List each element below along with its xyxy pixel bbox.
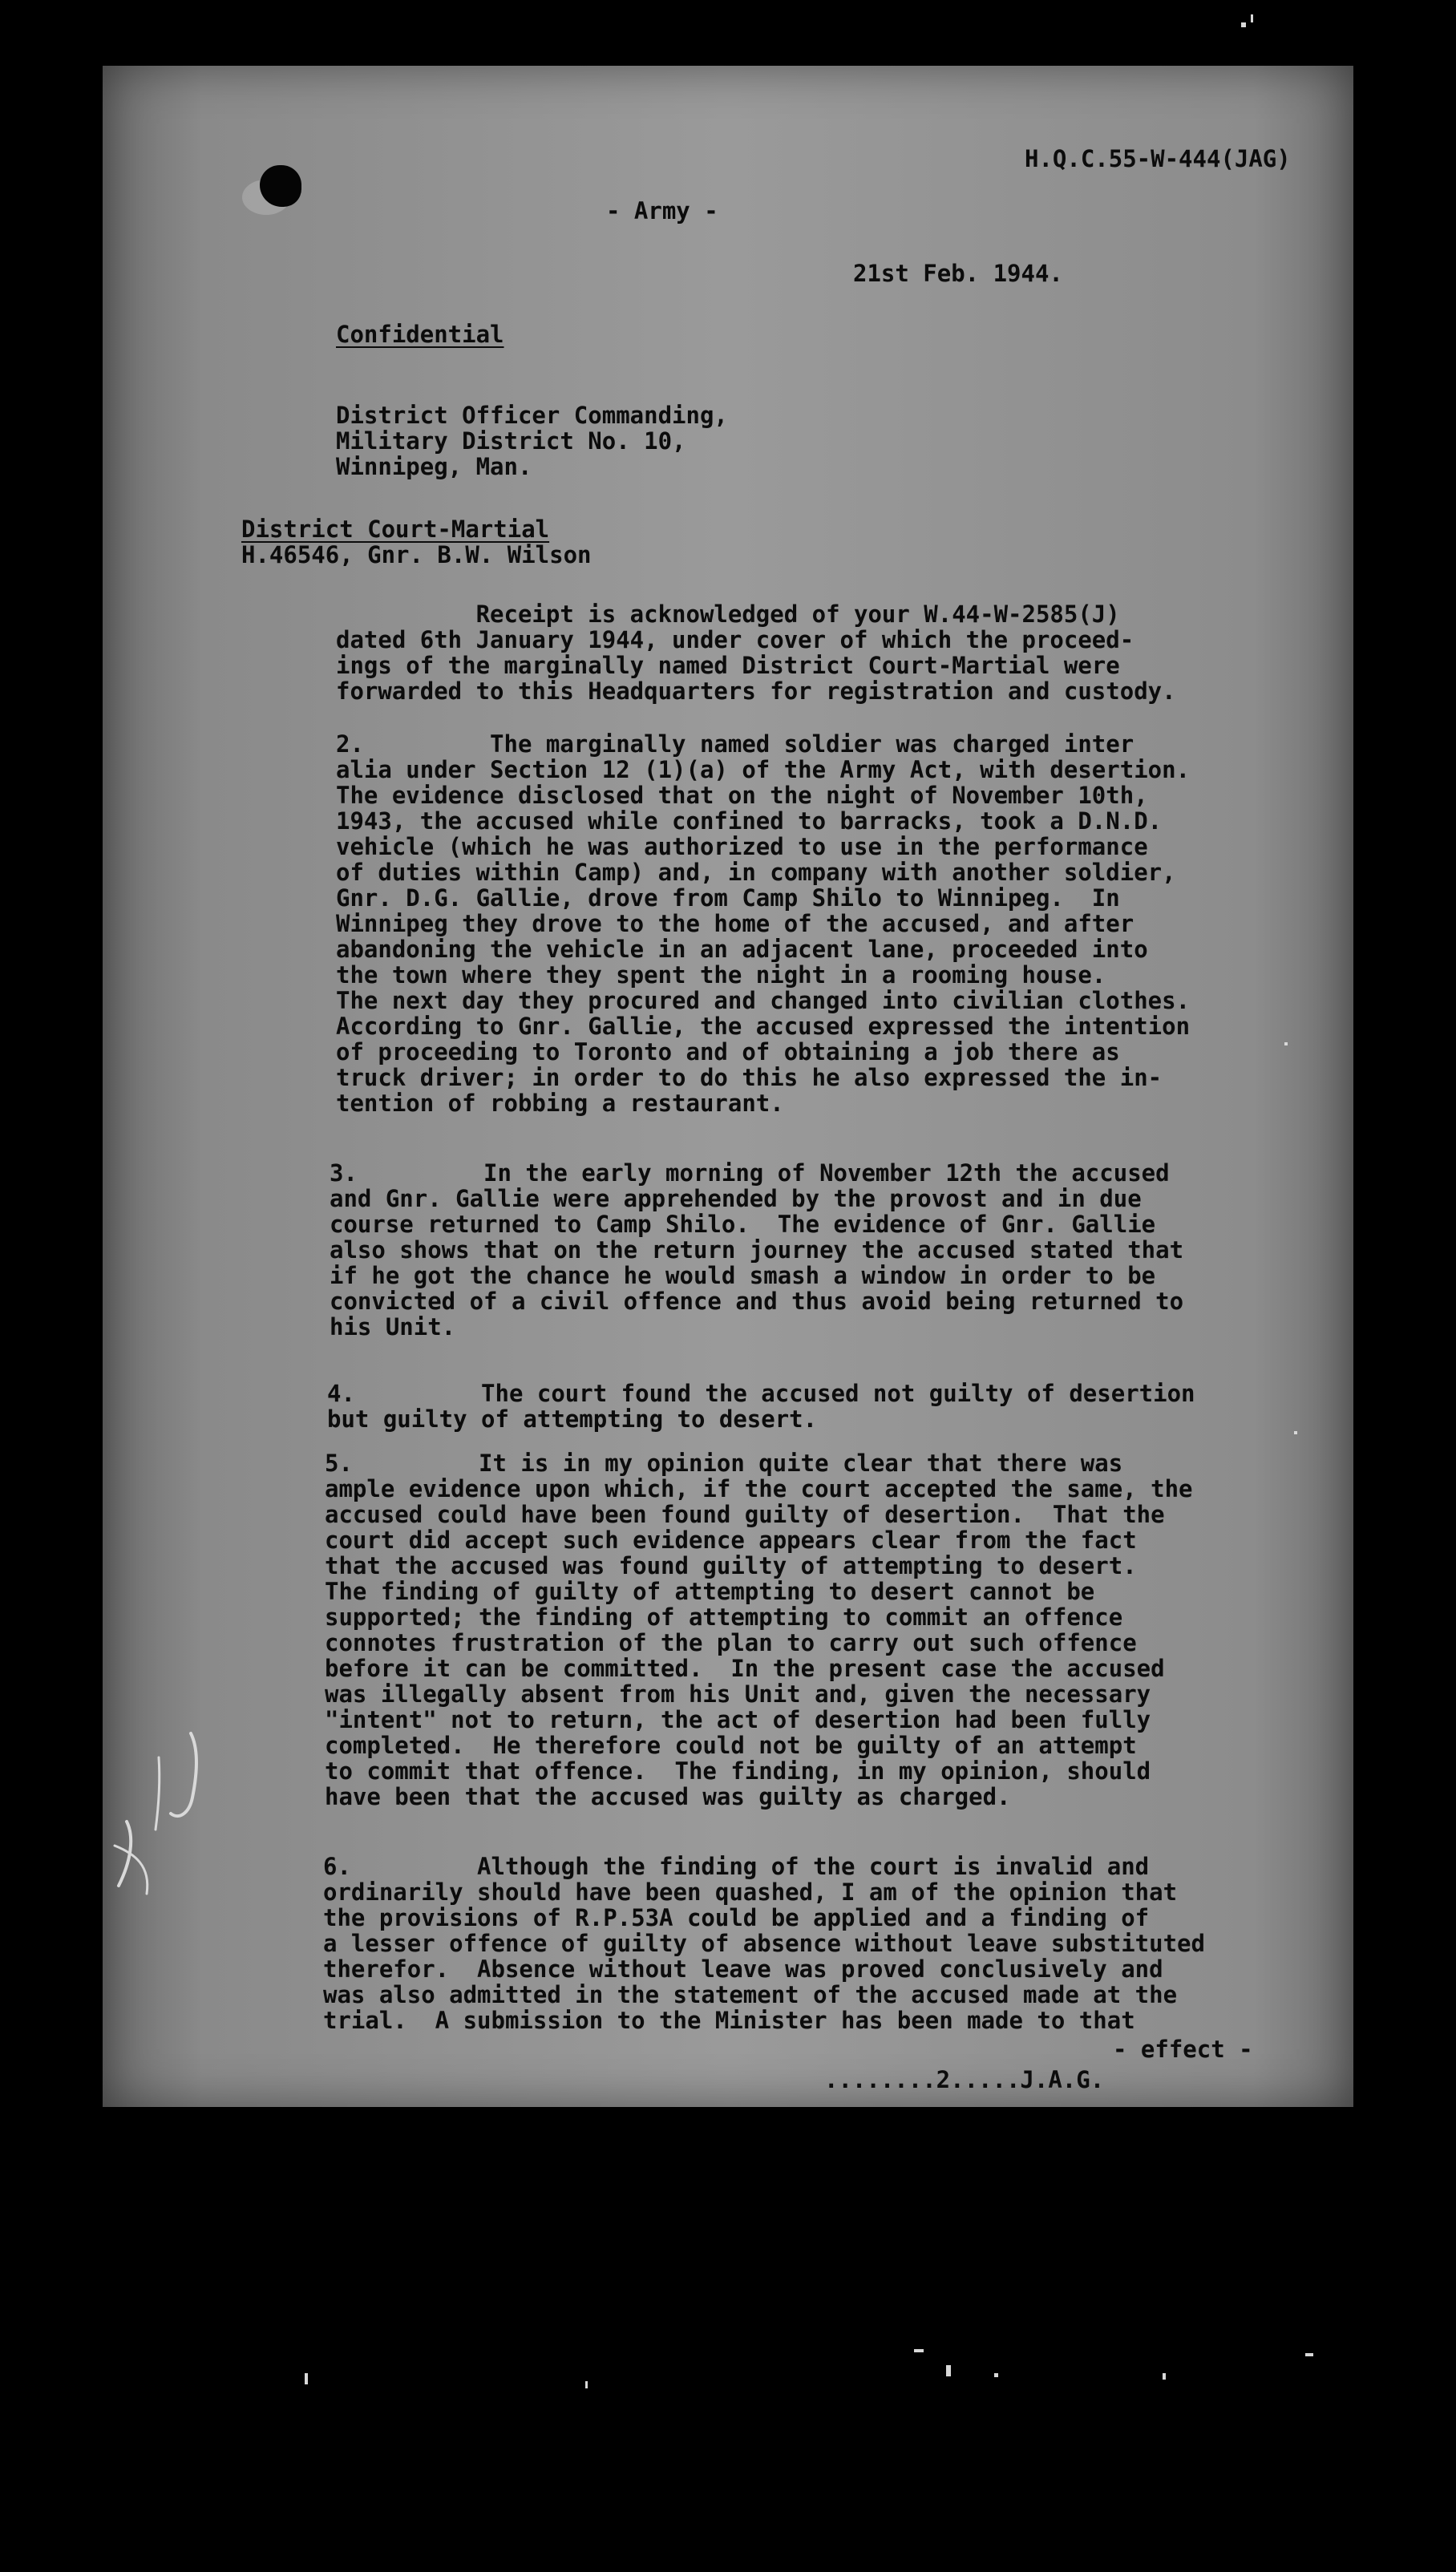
scan-speck <box>1251 14 1253 22</box>
catchword: - effect - <box>1113 2036 1253 2063</box>
file-reference: H.Q.C.55-W-444(JAG) <box>1025 145 1291 172</box>
text-line: According to Gnr. Gallie, the accused expressed the intention <box>336 1013 1191 1040</box>
text-line: and Gnr. Gallie were apprehended by the provost and in due <box>330 1185 1142 1212</box>
text-line: 6. Although the finding of the court is invalid and <box>323 1853 1150 1880</box>
paragraph-5 <box>103 1450 1353 1810</box>
text-line: of duties within Camp) and, in company with another soldier, <box>336 859 1176 886</box>
text-line: accused could have been found guilty of desertion. That the <box>325 1501 1165 1528</box>
text-line: Winnipeg they drove to the home of the accused, and after <box>336 910 1134 937</box>
addressee-line: Winnipeg, Man. <box>336 453 532 480</box>
paragraph-1 <box>103 601 1353 704</box>
text-line: truck driver; in order to do this he also expressed the in- <box>336 1064 1163 1091</box>
text-line: court did accept such evidence appears clear from the fact <box>325 1527 1137 1554</box>
page-continuation: ........2.....J.A.G. <box>824 2066 1105 2093</box>
text-line: if he got the chance he would smash a window in order to be <box>330 1262 1156 1289</box>
text-line: 4. The court found the accused not guilty of desertion <box>327 1380 1195 1407</box>
scan-speck <box>946 2365 951 2376</box>
subject-soldier: H.46546, Gnr. B.W. Wilson <box>241 541 592 568</box>
text-line: vehicle (which he was authorized to use in the performance <box>336 833 1148 860</box>
text-line: but guilty of attempting to desert. <box>327 1405 818 1433</box>
text-line: the town where they spent the night in a rooming house. <box>336 961 1106 989</box>
text-line: connotes frustration of the plan to carry out such offence <box>325 1629 1137 1656</box>
subject-block <box>103 516 1353 568</box>
text-line: 3. In the early morning of November 12th the accused <box>330 1159 1170 1187</box>
text-line: was illegally absent from his Unit and, given the necessary <box>325 1680 1151 1708</box>
addressee-block <box>103 402 1353 479</box>
text-line: the provisions of R.P.53A could be applied and a finding of <box>323 1904 1150 1931</box>
scan-speck <box>1294 1431 1297 1434</box>
text-line: The finding of guilty of attempting to desert cannot be <box>325 1578 1095 1605</box>
document-page <box>103 66 1353 2107</box>
addressee-line: District Officer Commanding, <box>336 402 728 429</box>
text-line: of proceeding to Toronto and of obtaining a job there as <box>336 1038 1120 1066</box>
paragraph-4 <box>103 1381 1353 1432</box>
text-line: tention of robbing a restaurant. <box>336 1090 784 1117</box>
paragraph-2 <box>103 731 1353 1116</box>
text-line: his Unit. <box>330 1313 456 1341</box>
text-line: dated 6th January 1944, under cover of which the proceed- <box>336 626 1134 653</box>
text-line: a lesser offence of guilty of absence without leave substituted <box>323 1930 1205 1957</box>
subject-title: District Court-Martial <box>241 516 550 543</box>
paragraph-3 <box>103 1160 1353 1340</box>
punch-hole <box>260 165 301 207</box>
text-line: forwarded to this Headquarters for registration and custody. <box>336 677 1176 705</box>
text-line: ample evidence upon which, if the court accepted the same, the <box>325 1475 1193 1502</box>
service-heading: - Army - <box>606 197 718 224</box>
text-line: ings of the marginally named District Court-Martial were <box>336 652 1120 679</box>
text-line: convicted of a civil offence and thus avoid being returned to <box>330 1288 1184 1315</box>
scan-speck <box>1163 2373 1166 2380</box>
scan-speck <box>914 2349 924 2352</box>
scan-speck <box>585 2381 588 2388</box>
text-line: was also admitted in the statement of the accused made at the <box>323 1981 1178 2008</box>
text-line: course returned to Camp Shilo. The evidence of Gnr. Gallie <box>330 1211 1156 1238</box>
text-line: have been that the accused was guilty as charged. <box>325 1783 1011 1810</box>
classification: Confidential <box>336 321 504 348</box>
paragraph-6 <box>103 1854 1353 2033</box>
text-line: trial. A submission to the Minister has been made to that <box>323 2007 1135 2034</box>
text-line: ordinarily should have been quashed, I am of the opinion that <box>323 1878 1178 1906</box>
text-line: Receipt is acknowledged of your W.44-W-2585(J) <box>336 601 1120 628</box>
text-line: before it can be committed. In the present case the accused <box>325 1655 1165 1682</box>
text-line: 1943, the accused while confined to barracks, took a D.N.D. <box>336 807 1163 835</box>
scan-speck <box>1241 22 1246 27</box>
scan-speck <box>994 2373 998 2377</box>
text-line: The next day they procured and changed into civilian clothes. <box>336 987 1191 1014</box>
text-line: therefor. Absence without leave was proved conclusively and <box>323 1955 1163 1983</box>
text-line: "intent" not to return, the act of desertion had been fully <box>325 1706 1151 1733</box>
text-line: Gnr. D.G. Gallie, drove from Camp Shilo to Winnipeg. In <box>336 884 1120 912</box>
text-line: alia under Section 12 (1)(a) of the Army Act, with desertion. <box>336 756 1191 783</box>
letter-date: 21st Feb. 1944. <box>853 260 1063 287</box>
addressee-line: Military District No. 10, <box>336 427 686 455</box>
scan-speck <box>1305 2353 1313 2356</box>
text-line: that the accused was found guilty of attempting to desert. <box>325 1552 1137 1579</box>
scan-speck <box>1284 1042 1288 1045</box>
text-line: also shows that on the return journey the accused stated that <box>330 1236 1184 1264</box>
text-line: The evidence disclosed that on the night of November 10th, <box>336 782 1148 809</box>
text-line: 5. It is in my opinion quite clear that there was <box>325 1450 1123 1477</box>
scan-speck <box>305 2373 308 2384</box>
handwritten-initials <box>103 1725 239 1918</box>
text-line: 2. The marginally named soldier was charged inter <box>336 730 1134 758</box>
text-line: completed. He therefore could not be guilty of an attempt <box>325 1732 1137 1759</box>
text-line: supported; the finding of attempting to commit an offence <box>325 1603 1123 1631</box>
text-line: abandoning the vehicle in an adjacent lane, proceeded into <box>336 936 1148 963</box>
text-line: to commit that offence. The finding, in my opinion, should <box>325 1757 1151 1785</box>
